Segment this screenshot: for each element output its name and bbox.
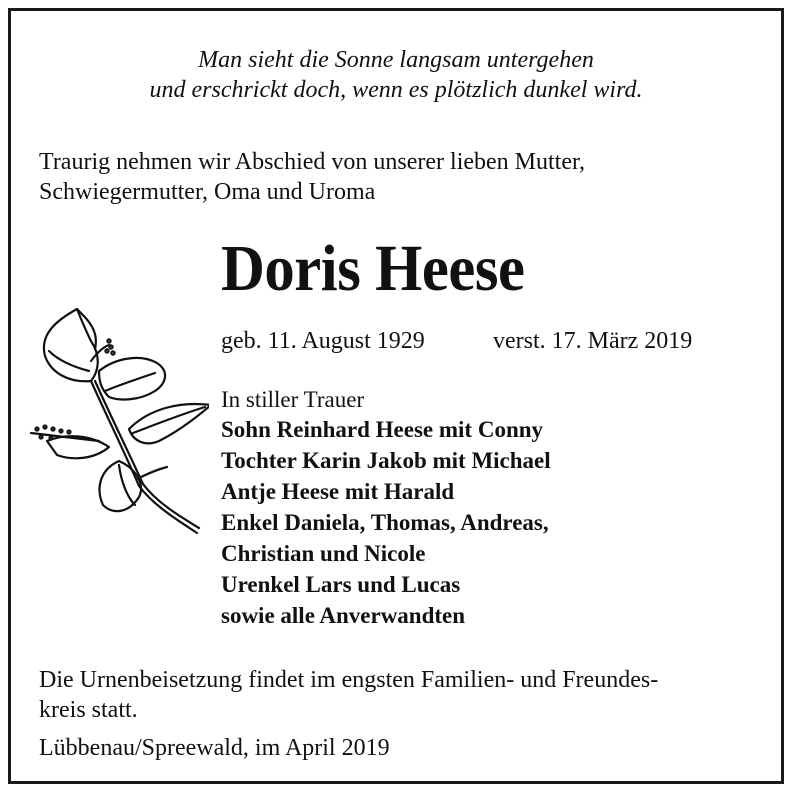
intro-line-2: Schwiegermutter, Oma und Uroma [39,179,376,205]
mourner-line: Enkel Daniela, Thomas, Andreas, [221,510,549,535]
poem-line-2: und erschrickt doch, wenn es plötzlich dunkel wird. [149,77,643,103]
death-date: verst. 17. März 2019 [493,328,693,354]
poem-line-1: Man sieht die Sonne langsam untergehen [198,47,594,73]
deceased-name: Doris Heese [221,232,525,305]
mourner-line: Urenkel Lars und Lucas [221,572,461,597]
mourner-line: Sohn Reinhard Heese mit Conny [221,417,544,442]
mourner-line: Antje Heese mit Harald [221,479,455,504]
burial-info-line-1: Die Urnenbeisetzung findet im engsten Familien- und Freundes- [39,667,659,693]
birth-date: geb. 11. August 1929 [221,328,425,354]
mourners-heading: In stiller Trauer [221,387,365,412]
mourner-line: Christian und Nicole [221,541,426,566]
mourner-line: Tochter Karin Jakob mit Michael [221,448,551,473]
mourner-line: sowie alle Anverwandten [221,603,466,628]
calla-lily-flower-icon [29,301,209,541]
obituary-notice [8,8,784,784]
intro-line-1: Traurig nehmen wir Abschied von unserer lieben Mutter, [39,149,586,175]
burial-info-line-2: kreis statt. [39,697,138,723]
place-and-date: Lübbenau/Spreewald, im April 2019 [39,735,390,761]
